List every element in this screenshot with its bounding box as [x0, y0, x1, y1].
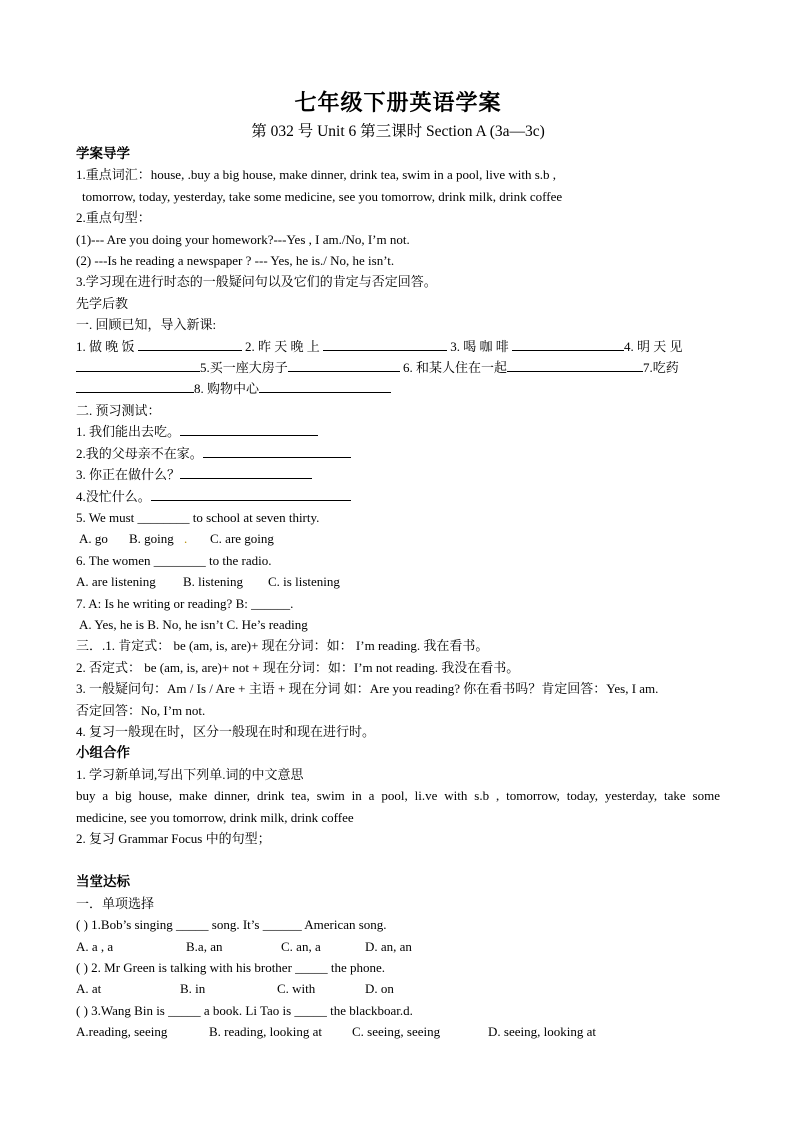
- mc-question-3-options: [76, 1021, 720, 1042]
- stray-mark: .: [184, 531, 188, 547]
- review-item-2: 2. 昨 天 晚 上: [245, 338, 320, 354]
- group-task-1: 1. 学习新单词,写出下列单.词的中文意思: [76, 766, 304, 782]
- pretest-item-2: [76, 443, 720, 464]
- option-a: A. go: [79, 531, 108, 547]
- option-d: D. on: [365, 981, 394, 997]
- pretest-item-4-text: 4.没忙什么。: [76, 488, 151, 504]
- mc-question-3: ( ) 3.Wang Bin is _____ a book. Li Tao is _____ the blackboar.d.: [76, 1002, 413, 1018]
- option-c: C. seeing, seeing: [352, 1024, 441, 1040]
- review-item-1: 1. 做 晚 饭: [76, 338, 135, 354]
- answer-blank[interactable]: [288, 357, 400, 372]
- key-sentence-2: (2) ---Is he reading a newspaper ? --- Yes, he is./ No, he isn’t.: [76, 253, 395, 269]
- answer-blank[interactable]: [203, 443, 351, 458]
- pretest-item-3-text: 3. 你正在做什么？: [76, 467, 181, 483]
- pretest-heading: 二. 预习测试：: [76, 402, 161, 418]
- answer-blank[interactable]: [512, 336, 624, 351]
- group-vocab-line-1: buy a big house, make dinner, drink tea, swim in a pool, li.ve with s.b , tomorrow, today, yesterday, take some: [76, 788, 720, 804]
- pretest-item-2-text: 2.我的父母亲不在家。: [76, 445, 203, 461]
- pretest-item-1-text: 1. 我们能出去吃。: [76, 424, 181, 440]
- review-line-1: [76, 336, 720, 357]
- question-6-options: [76, 571, 720, 592]
- question-7: 7. A: Is he writing or reading? B: ______.: [76, 595, 294, 611]
- key-sentence-1: (1)--- Are you doing your homework?---Yes , I am./No, I’m not.: [76, 231, 410, 247]
- section-heading-guide: 学案导学: [76, 146, 130, 161]
- review-item-6: 6. 和某人住在一起: [403, 360, 508, 376]
- learning-goal: 3.学习现在进行时态的一般疑问句以及它们的肯定与否定回答。: [76, 274, 437, 290]
- option-a: A. are listening: [76, 574, 156, 590]
- review-heading: 一. 回顾已知，导入新课:: [76, 317, 217, 333]
- answer-blank[interactable]: [138, 336, 242, 351]
- option-c: C. an, a: [281, 938, 321, 954]
- section-heading-group: 小组合作: [76, 745, 130, 761]
- review-item-3: 3. 喝 咖 啡: [450, 338, 509, 354]
- pretest-item-4: [76, 486, 720, 507]
- group-vocab-line-2: medicine, see you tomorrow, drink milk, drink coffee: [76, 809, 354, 825]
- vocab-line-1: 1.重点词汇：house, .buy a big house, make dinner, drink tea, swim in a pool, live with s.b ,: [76, 167, 557, 183]
- answer-blank[interactable]: [76, 357, 200, 372]
- option-b: B. in: [180, 981, 206, 997]
- mc-question-1-options: [76, 936, 720, 957]
- answer-blank[interactable]: [76, 378, 194, 393]
- page-subtitle: 第 032 号 Unit 6 第三课时 Section A (3a—3c): [251, 123, 545, 140]
- grammar-negative-answer: 否定回答：No, I’m not.: [76, 702, 206, 718]
- grammar-negative: 2. 否定式： be (am, is, are)+ not + 现在分词：如：I’m not reading. 我没在看书。: [76, 659, 520, 675]
- grammar-question: 3. 一般疑问句：Am / Is / Are + 主语 + 现在分词 如：Are you reading? 你在看书吗？肯定回答：Yes, I am.: [76, 681, 659, 697]
- review-line-2: [76, 357, 720, 378]
- grammar-affirmative: 三．.1. 肯定式： be (am, is, are)+ 现在分词：如： I’m reading. 我在看书。: [76, 638, 489, 654]
- section-heading-prelearn: 先学后教: [76, 295, 129, 311]
- mc-question-1: ( ) 1.Bob’s singing _____ song. It’s ______ American song.: [76, 917, 387, 933]
- section-heading-classwork: 当堂达标: [76, 874, 130, 890]
- option-c: C. with: [277, 981, 316, 997]
- answer-blank[interactable]: [151, 486, 351, 501]
- question-7-options: A. Yes, he is B. No, he isn’t C. He’s reading: [79, 616, 308, 632]
- option-d: D. an, an: [365, 938, 412, 954]
- grammar-review-note: 4. 复习一般现在时，区分一般现在时和现在进行时。: [76, 723, 376, 739]
- question-6: 6. The women ________ to the radio.: [76, 552, 272, 568]
- option-a: A. a , a: [76, 938, 114, 954]
- answer-blank[interactable]: [259, 378, 391, 393]
- answer-blank[interactable]: [180, 464, 312, 479]
- option-d: D. seeing, looking at: [488, 1024, 596, 1040]
- worksheet-page: [76, 86, 720, 1043]
- question-5-options: [76, 528, 720, 549]
- review-line-3: [76, 378, 720, 399]
- answer-blank[interactable]: [323, 336, 447, 351]
- question-5: 5. We must ________ to school at seven thirty.: [76, 509, 320, 525]
- pretest-item-1: [76, 421, 720, 442]
- option-b: B. reading, looking at: [209, 1024, 323, 1040]
- key-sentences-label: 2.重点句型：: [76, 210, 151, 226]
- pretest-item-3: [76, 464, 720, 485]
- page-title: 七年级下册英语学案: [294, 90, 502, 115]
- review-item-7: 7.吃药: [643, 360, 679, 376]
- group-task-2: 2. 复习 Grammar Focus 中的句型；: [76, 831, 271, 846]
- option-b: B.a, an: [186, 938, 223, 954]
- option-a: A. at: [76, 981, 102, 997]
- review-item-8: 8. 购物中心: [194, 381, 260, 397]
- answer-blank[interactable]: [507, 357, 643, 372]
- option-a: A.reading, seeing: [76, 1024, 168, 1040]
- mc-question-2-options: [76, 978, 720, 999]
- option-c: C. are going: [210, 531, 274, 547]
- review-item-5: 5.买一座大房子: [200, 360, 288, 376]
- mc-question-2: ( ) 2. Mr Green is talking with his brother _____ the phone.: [76, 960, 386, 976]
- option-b: B. going: [129, 531, 174, 547]
- mc-heading: 一．单项选择: [76, 895, 155, 911]
- answer-blank[interactable]: [180, 421, 318, 436]
- option-b: B. listening: [183, 574, 243, 590]
- option-c: C. is listening: [268, 574, 340, 590]
- vocab-line-2: tomorrow, today, yesterday, take some medicine, see you tomorrow, drink milk, drink coffee: [82, 188, 563, 204]
- review-item-4: 4. 明 天 见: [624, 338, 683, 354]
